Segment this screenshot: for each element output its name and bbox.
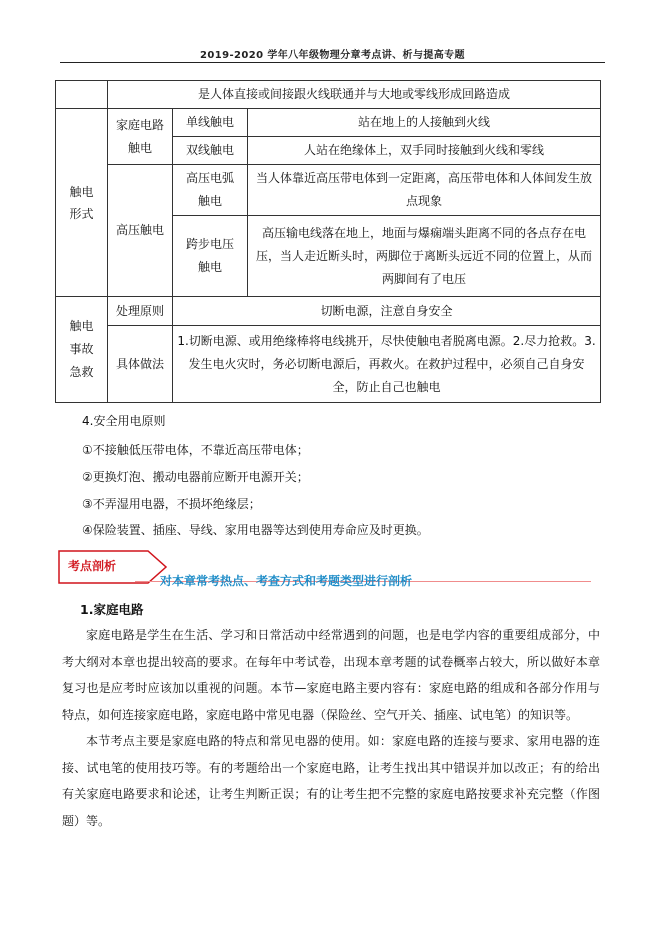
- method-desc: 1.切断电源、或用绝缘棒将电线挑开，尽快使触电者脱离电源。2.尽力抢救。3.发生电火灾时，务必切断电源后，再救火。在救护过程中，必须自己自身安全，防止自己也触电: [173, 326, 601, 403]
- top-row-desc: 是人体直接或间接跟火线联通并与大地或零线形成回路造成: [108, 81, 601, 109]
- table-row: [56, 81, 601, 109]
- analysis-badge: 考点剖析: [68, 559, 117, 573]
- shock-forms-label: 触电形式: [56, 109, 108, 297]
- page-header: 2019-2020 学年八年级物理分章考点讲、析与提高专题: [200, 50, 465, 61]
- step-label: 跨步电压触电: [173, 216, 248, 297]
- table-cell: [56, 81, 108, 109]
- arc-desc: 当人体靠近高压带电体到一定距离，高压带电体和人体间发生放点现象: [248, 165, 601, 216]
- electric-shock-table: [55, 80, 601, 403]
- safety-item: ①不接触低压带电体，不靠近高压带电体；: [82, 443, 309, 457]
- principle-label: 处理原则: [108, 297, 173, 326]
- table-row: [56, 109, 601, 137]
- safety-item: ③不弄湿用电器，不损坏绝缘层；: [82, 497, 261, 511]
- safety-heading: 4.安全用电原则: [82, 414, 166, 428]
- safety-item: ②更换灯泡、搬动电器前应断开电源开关；: [82, 470, 309, 484]
- paragraph-1: 家庭电路是学生在生活、学习和日常活动中经常遇到的问题，也是电学内容的重要组成部分，中考大纲对本章也提出较高的要求。在每年中考试卷，出现本章考题的试卷概率占较大，所以做好本章复习也是应考时应该加以重视的问题。本节—家庭电路主要内容有：家庭电路的组成和各部分作用与特点，如何连接家庭电路，家庭电路中常见电器（保险丝、空气开关、插座、试电笔）的知识等。: [62, 628, 600, 722]
- table-row: [56, 326, 601, 403]
- paragraph-2: 本节考点主要是家庭电路的特点和常见电器的使用。如：家庭电路的连接与要求、家用电器的连接、试电笔的使用技巧等。有的考题给出一个家庭电路，让考生找出其中错误并加以改正；有的给出有关家庭电路要求和论述，让考生判断正误；有的让考生把不完整的家庭电路按要求补充完整（作图题）等。: [62, 734, 600, 828]
- sub-heading: 1.家庭电路: [80, 602, 144, 617]
- step-desc: 高压输电线落在地上，地面与爆痫端头距离不同的各点存在电压，当人走近断头时，两脚位于离断头远近不同的位置上，从而两脚间有了电压: [248, 216, 601, 297]
- table-row: [56, 297, 601, 326]
- safety-item: ④保险装置、插座、导线、家用电器等达到使用寿命应及时更换。: [82, 523, 429, 537]
- header-rule: [60, 62, 605, 63]
- double-line-desc: 人站在绝缘体上，双手同时接触到火线和零线: [248, 137, 601, 165]
- table-row: [56, 165, 601, 216]
- method-label: 具体做法: [108, 326, 173, 403]
- principle-desc: 切断电源，注意自身安全: [173, 297, 601, 326]
- single-line-desc: 站在地上的人接触到火线: [248, 109, 601, 137]
- arc-label: 高压电弧触电: [173, 165, 248, 216]
- high-voltage-label: 高压触电: [108, 165, 173, 297]
- household-label: 家庭电路触电: [108, 109, 173, 165]
- analysis-heading[interactable]: 对本章常考热点、考查方式和考题类型进行剖析: [160, 574, 413, 588]
- single-line-label: 单线触电: [173, 109, 248, 137]
- accident-label: 触电事故急救: [56, 297, 108, 403]
- double-line-label: 双线触电: [173, 137, 248, 165]
